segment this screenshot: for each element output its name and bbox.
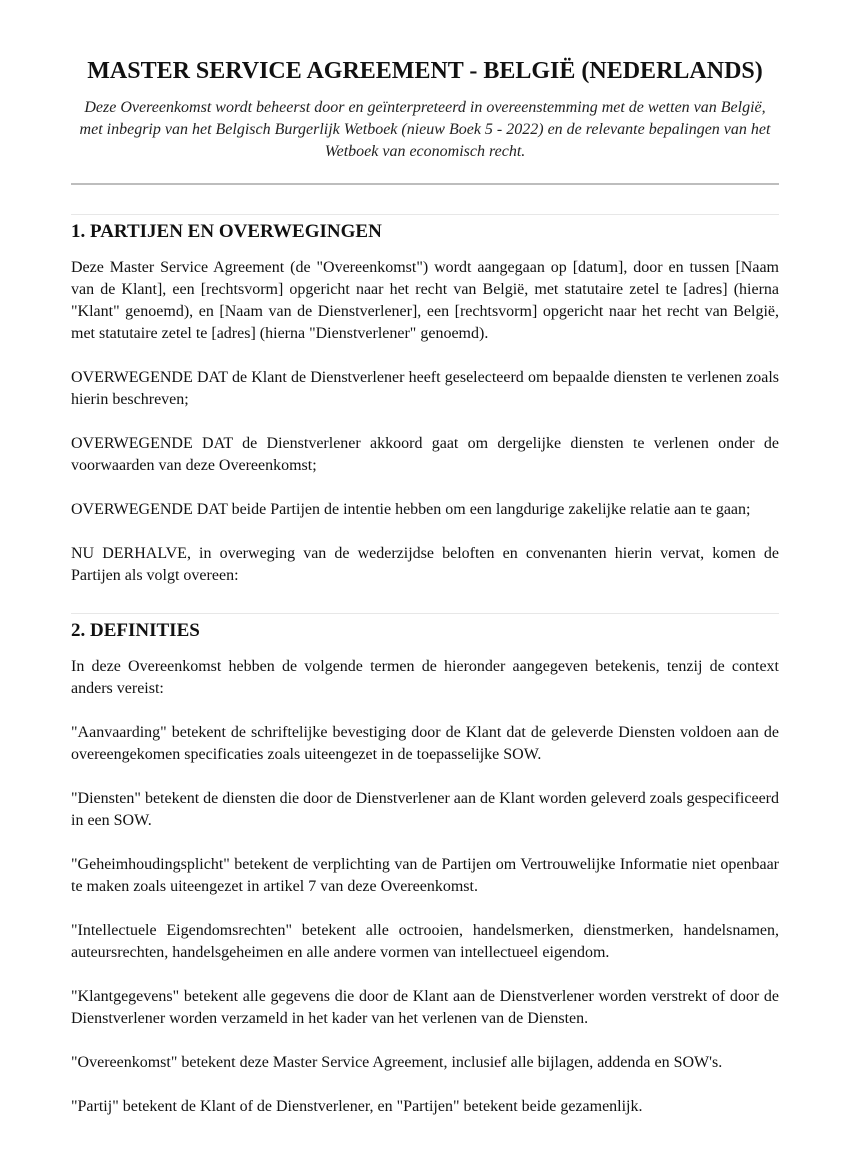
section-1-heading: 1. PARTIJEN EN OVERWEGINGEN	[71, 221, 382, 242]
divider-strong	[71, 183, 779, 185]
paragraph-definition-aanvaarding: "Aanvaarding" betekent de schriftelijke bevestiging door de Klant dat de geleverde Diensten voldoen aan de overeengekomen specificaties zoals uiteengezet in de toepasselijke SOW.	[71, 724, 779, 763]
paragraph-definition-partij: "Partij" betekent de Klant of de Dienstverlener, en "Partijen" betekent beide gezamenlijk.	[71, 1098, 643, 1115]
divider-light	[71, 613, 779, 614]
document-subtitle: Deze Overeenkomst wordt beheerst door en geïnterpreteerd in overeenstemming met de wetten van België, met inbegrip van het Belgisch Burgerlijk Wetboek (nieuw Boek 5 - 2022) en de relevante bepalingen van het Wetboek van economisch recht.	[79, 99, 771, 160]
paragraph-definition-diensten: "Diensten" betekent de diensten die door de Dienstverlener aan de Klant worden geleverd zoals gespecificeerd in een SOW.	[71, 790, 779, 829]
divider-light	[71, 214, 779, 215]
paragraph-definition-klantgegevens: "Klantgegevens" betekent alle gegevens die door de Klant aan de Dienstverlener worden verstrekt of door de Dienstverlener worden verzameld in het kader van het verlenen van de Diensten.	[71, 988, 779, 1027]
paragraph-whereas-2: OVERWEGENDE DAT de Dienstverlener akkoord gaat om dergelijke diensten te verlenen onder de voorwaarden van deze Overeenkomst;	[71, 435, 779, 474]
paragraph-definitions-intro: In deze Overeenkomst hebben de volgende termen de hieronder aangegeven betekenis, tenzij de context anders vereist:	[71, 658, 779, 697]
paragraph-definition-geheimhoudingsplicht: "Geheimhoudingsplicht" betekent de verplichting van de Partijen om Vertrouwelijke Informatie niet openbaar te maken zoals uiteengezet in artikel 7 van deze Overeenkomst.	[71, 856, 779, 895]
paragraph-whereas-1: OVERWEGENDE DAT de Klant de Dienstverlener heeft geselecteerd om bepaalde diensten te verlenen zoals hierin beschreven;	[71, 369, 779, 408]
paragraph-parties-intro: Deze Master Service Agreement (de "Overeenkomst") wordt aangegaan op [datum], door en tussen [Naam van de Klant], een [rechtsvorm] opgericht naar het recht van België, met statutaire zetel te [adres] (hierna "Klant" genoemd), en [Naam van de Dienstverlener], een [rechtsvorm] opgericht naar het recht van België, met statutaire zetel te [adres] (hierna "Dienstverlener" genoemd).	[71, 259, 779, 342]
paragraph-definition-overeenkomst: "Overeenkomst" betekent deze Master Service Agreement, inclusief alle bijlagen, addenda en SOW's.	[71, 1054, 723, 1071]
paragraph-definition-intellectuele-eigendomsrechten: "Intellectuele Eigendomsrechten" betekent alle octrooien, handelsmerken, dienstmerken, handelsnamen, auteursrechten, handelsgeheimen en alle andere vormen van intellectueel eigendom.	[71, 922, 779, 961]
document-page	[71, 56, 779, 1118]
section-2-heading: 2. DEFINITIES	[71, 620, 200, 641]
document-title: MASTER SERVICE AGREEMENT - BELGIË (NEDERLANDS)	[87, 58, 763, 84]
paragraph-now-therefore: NU DERHALVE, in overweging van de wederzijdse beloften en convenanten hierin vervat, komen de Partijen als volgt overeen:	[71, 545, 779, 584]
paragraph-whereas-3: OVERWEGENDE DAT beide Partijen de intentie hebben om een langdurige zakelijke relatie aan te gaan;	[71, 501, 751, 518]
